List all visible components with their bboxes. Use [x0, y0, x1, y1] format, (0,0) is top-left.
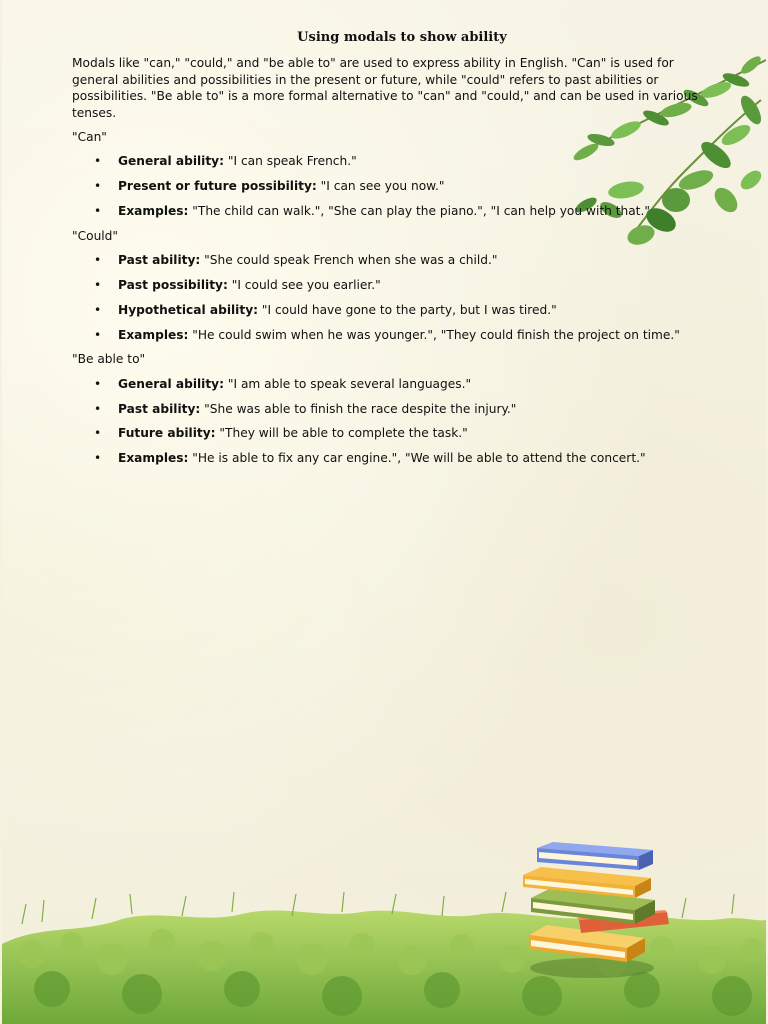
- list-item: [94, 376, 722, 392]
- item-text: "I could see you earlier.": [227, 278, 381, 293]
- list-item: [94, 203, 722, 219]
- item-label: Past ability:: [118, 253, 201, 268]
- item-label: Present or future possibility:: [118, 179, 317, 194]
- item-label: Hypothetical ability:: [118, 302, 259, 317]
- item-text: "I could have gone to the party, but I was tired.": [258, 302, 557, 317]
- list-item: [94, 302, 722, 318]
- bullet-icon: •: [94, 401, 102, 416]
- section-be-able-to: [72, 351, 722, 466]
- section-could: [72, 228, 722, 343]
- bullet-icon: •: [94, 451, 102, 466]
- list-item: [94, 153, 722, 169]
- item-label: Examples:: [118, 204, 189, 219]
- intro-paragraph: Modals like "can," "could," and "be able to" are used to express ability in English. "Can" is used for general abilities and possibilities in the present or future, while "could" refers to past abilities or possibilities. "Be able to" is a more formal alternative to "can" and "could," and can be used in various tenses.: [72, 56, 698, 120]
- bullet-list: [72, 252, 722, 343]
- item-text: "She was able to finish the race despite the injury.": [200, 401, 517, 416]
- item-label: Past possibility:: [118, 278, 228, 293]
- item-text: "She could speak French when she was a child.": [200, 253, 498, 268]
- bullet-icon: •: [94, 253, 102, 268]
- list-item: [94, 178, 722, 194]
- item-text: "The child can walk.", "She can play the piano.", "I can help you with that.": [188, 204, 650, 219]
- item-label: General ability:: [118, 154, 224, 169]
- bullet-icon: •: [94, 376, 102, 391]
- section-heading: "Be able to": [72, 352, 146, 367]
- bullet-icon: •: [94, 278, 102, 293]
- section-heading: "Could": [72, 228, 119, 243]
- item-text: "He is able to fix any car engine.", "We will be able to attend the concert.": [188, 451, 646, 466]
- bullet-icon: •: [94, 154, 102, 169]
- bullet-list: [72, 153, 722, 219]
- book-stack: [523, 842, 669, 962]
- bullet-icon: •: [94, 327, 102, 342]
- item-text: "I am able to speak several languages.": [224, 376, 472, 391]
- item-label: Examples:: [118, 451, 189, 466]
- item-label: Examples:: [118, 327, 189, 342]
- list-item: [94, 425, 722, 441]
- books-illustration: [517, 840, 677, 990]
- document-page: [2, 0, 766, 1024]
- item-text: "I can speak French.": [224, 154, 357, 169]
- list-item: [94, 252, 722, 268]
- bullet-icon: •: [94, 302, 102, 317]
- section-can: [72, 129, 722, 219]
- item-text: "He could swim when he was younger.", "They could finish the project on time.": [188, 327, 680, 342]
- item-text: "I can see you now.": [316, 179, 445, 194]
- list-item: [94, 277, 722, 293]
- list-item: [94, 401, 722, 417]
- item-text: "They will be able to complete the task.": [215, 426, 468, 441]
- page-title: Using modals to show ability: [297, 30, 507, 45]
- item-label: Past ability:: [118, 401, 201, 416]
- item-label: Future ability:: [118, 426, 216, 441]
- bullet-icon: •: [94, 204, 102, 219]
- item-label: General ability:: [118, 376, 224, 391]
- bullet-icon: •: [94, 179, 102, 194]
- bullet-list: [72, 376, 722, 467]
- document-content: [72, 30, 722, 475]
- list-item: [94, 450, 722, 466]
- bullet-icon: •: [94, 426, 102, 441]
- list-item: [94, 327, 722, 343]
- section-heading: "Can": [72, 130, 107, 145]
